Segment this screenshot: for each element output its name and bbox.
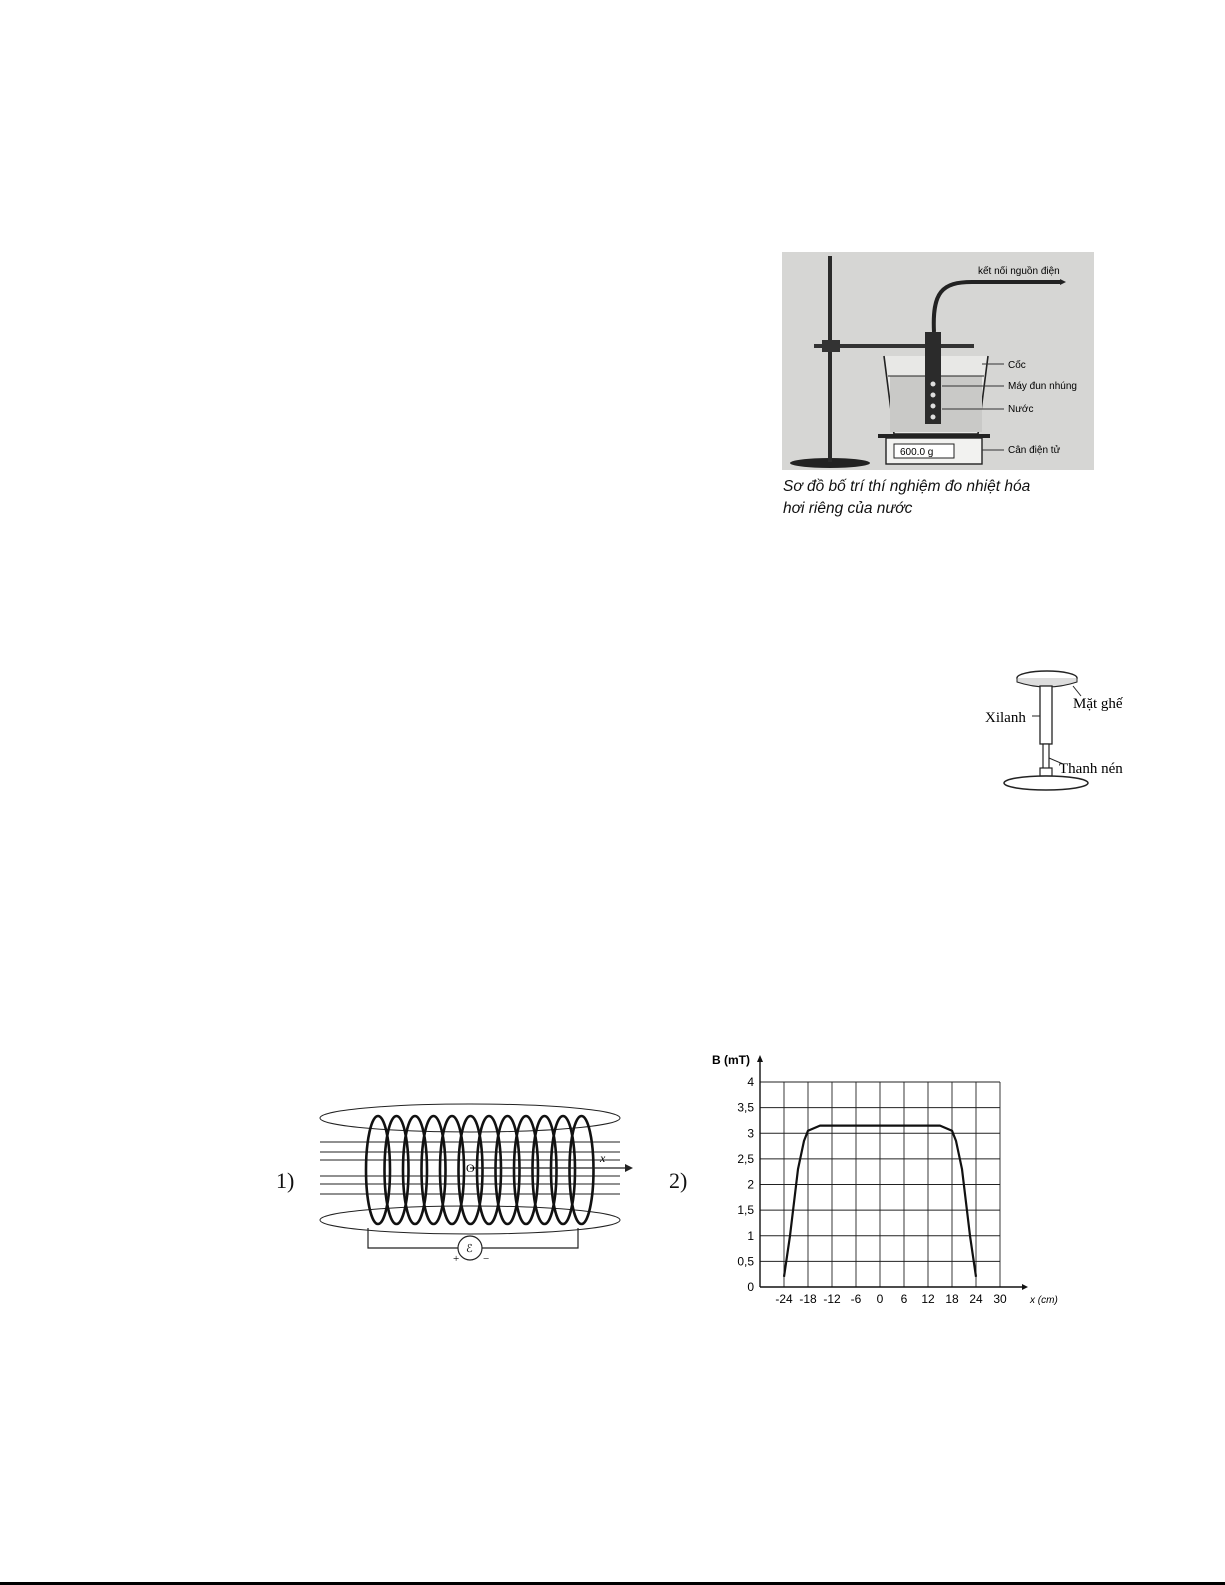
y-axis-label: B (mT) — [712, 1053, 750, 1067]
chair-figure — [985, 660, 1135, 800]
x-tick-label: 24 — [969, 1292, 983, 1306]
x-axis-label: x (cm) — [1030, 1295, 1058, 1306]
x-tick-label: -12 — [823, 1292, 841, 1306]
heat-experiment-diagram — [782, 252, 1094, 470]
coil-turn — [496, 1116, 520, 1224]
stand-rod — [828, 256, 832, 462]
x-tick-label: 30 — [993, 1292, 1007, 1306]
x-axis-arrow — [625, 1164, 633, 1172]
solenoid-figure — [320, 1090, 640, 1270]
cylinder-label: Xilanh — [985, 710, 1026, 726]
x-tick-label: 12 — [921, 1292, 935, 1306]
coil-turn — [422, 1116, 446, 1224]
rod-foot — [1040, 768, 1052, 776]
heater-label: Máy đun nhúng — [1008, 381, 1077, 392]
caption-line-2: hơi riêng của nước — [783, 500, 913, 517]
y-tick-label: 3 — [747, 1126, 754, 1141]
y-tick-label: 1,5 — [737, 1203, 754, 1218]
scale-reading: 600.0 g — [900, 447, 934, 458]
y-tick-label: 0 — [747, 1280, 754, 1294]
immersion-heater — [925, 332, 941, 424]
coil-turn — [403, 1116, 427, 1224]
solenoid-diagram — [320, 1090, 640, 1270]
origin-label: O — [466, 1161, 475, 1175]
heat-experiment-figure — [782, 252, 1094, 470]
power-cable — [934, 282, 1060, 332]
y-tick-label: 3,5 — [737, 1100, 754, 1115]
source-label: ℰ — [466, 1243, 473, 1255]
power-arrow-head — [1060, 279, 1066, 285]
cup-label: Cốc — [1008, 360, 1026, 371]
seat-label: Mặt ghế — [1073, 696, 1123, 712]
caption-line-1: Sơ đồ bố trí thí nghiệm đo nhiệt hóa — [783, 478, 1031, 495]
coil-turn — [570, 1116, 594, 1224]
x-tick-label: 18 — [945, 1292, 959, 1306]
x-tick-label: -18 — [799, 1292, 817, 1306]
y-tick-label: 2,5 — [737, 1151, 754, 1166]
heater-dot — [931, 415, 936, 420]
x-tick-label: -24 — [775, 1292, 793, 1306]
clamp-arm — [814, 344, 974, 348]
heater-dot — [931, 382, 936, 387]
field-graph — [700, 1050, 1058, 1310]
minus-label: − — [483, 1253, 490, 1265]
heater-dot — [931, 404, 936, 409]
coil-turn — [514, 1116, 538, 1224]
y-tick-label: 2 — [747, 1177, 754, 1192]
x-axis-label: x — [600, 1151, 606, 1165]
heat-figure-caption — [783, 476, 1113, 520]
scale-label: Cân điện tử — [1008, 445, 1061, 456]
field-graph-svg — [700, 1050, 1058, 1310]
x-tick-label: 0 — [876, 1292, 884, 1306]
panel-label-2: 2) — [669, 1168, 688, 1193]
y-tick-label: 1 — [747, 1228, 754, 1243]
x-axis-arrow — [1022, 1284, 1028, 1290]
y-tick-label: 4 — [747, 1075, 754, 1089]
x-tick-label: 6 — [900, 1292, 908, 1306]
x-tick-label: -6 — [850, 1292, 862, 1306]
compression-rod — [1043, 744, 1049, 770]
power-label: kết nối nguồn điện — [978, 266, 1060, 277]
rod-label: Thanh nén — [1059, 761, 1123, 777]
leader-seat — [1073, 686, 1081, 696]
y-tick-label: 0,5 — [737, 1254, 754, 1269]
panel-label-1: 1) — [276, 1168, 295, 1193]
coil-turn — [366, 1116, 390, 1224]
heater-dot — [931, 393, 936, 398]
cylinder — [1040, 686, 1052, 744]
chair-diagram — [985, 660, 1135, 800]
field-loop-bottom — [320, 1206, 620, 1234]
plus-label: + — [453, 1253, 460, 1265]
coil-turn — [551, 1116, 575, 1224]
water-label: Nước — [1008, 404, 1034, 415]
y-axis-arrow — [757, 1055, 763, 1062]
chair-base — [1004, 776, 1088, 790]
